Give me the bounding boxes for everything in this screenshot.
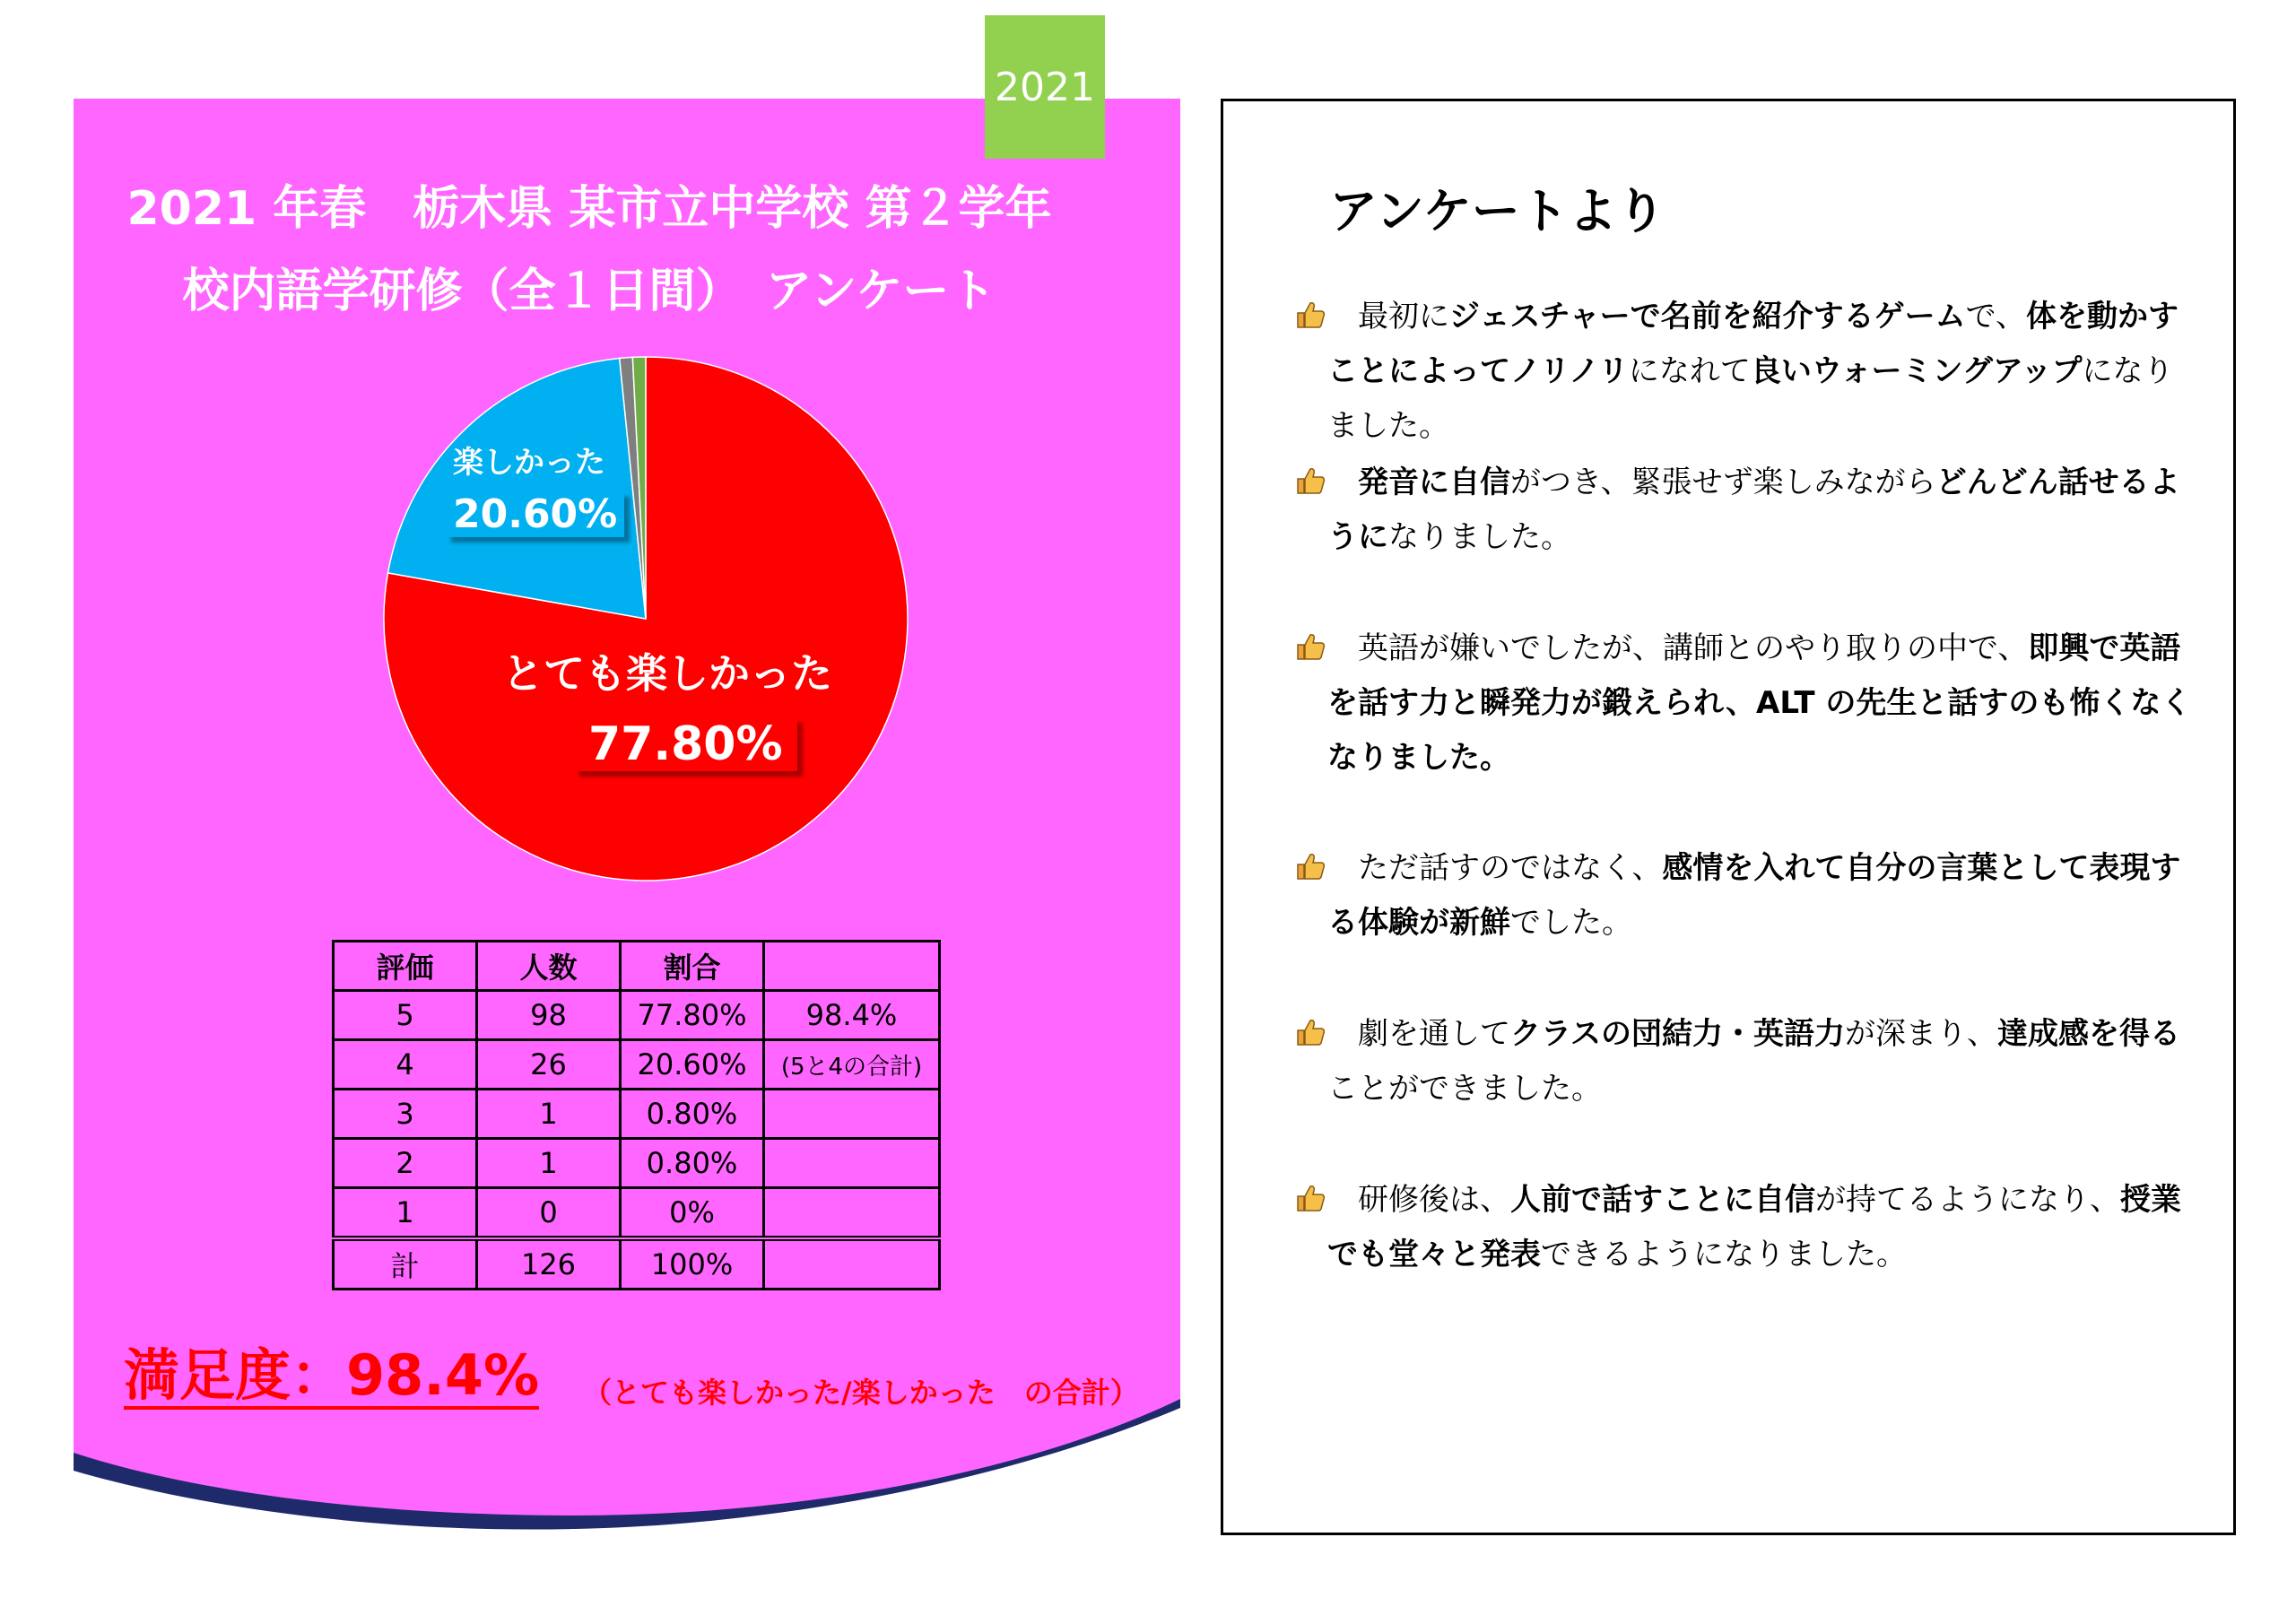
thumbs-up-icon <box>1295 1177 1326 1207</box>
header-extra <box>764 942 940 991</box>
cell-count: 0 <box>477 1188 621 1239</box>
cell-empty <box>764 1188 940 1239</box>
header-count: 人数 <box>477 942 621 991</box>
survey-panel <box>0 0 1184 1560</box>
comment-segment: でした。 <box>1510 905 1632 941</box>
survey-title-line1: 2021 年春 栃木県 某市立中学校 第２学年 <box>126 182 1052 236</box>
satisfaction-pie-chart <box>368 341 924 897</box>
survey-title-line2: 校内語学研修（全１日間） アンケート <box>182 265 996 318</box>
cell-count: 1 <box>477 1139 621 1188</box>
thumbs-up-icon <box>1295 1011 1326 1041</box>
comment-segment: で、 <box>1965 299 2026 334</box>
table-total-row <box>334 1238 940 1290</box>
comment-segment: なりました。 <box>1388 519 1571 555</box>
comment-item <box>1295 621 2192 786</box>
table-row <box>334 1040 940 1090</box>
comment-segment: が持てるようになり、 <box>1815 1182 2120 1218</box>
comment-segment: 感情を入れて自分の言葉として表現する体験が新鮮 <box>1327 850 2181 941</box>
comment-text <box>1295 456 2192 565</box>
cell-ratio: 0.80% <box>621 1139 764 1188</box>
comment-text <box>1295 1173 2192 1282</box>
cell-total-count: 126 <box>477 1238 621 1290</box>
satisfaction-score: 満足度：98.4% <box>124 1345 539 1410</box>
cell-rating: 3 <box>334 1090 477 1139</box>
comment-segment: できるようになりました。 <box>1541 1237 1907 1272</box>
table-row <box>334 1188 940 1239</box>
pie-label-very-fun: とても楽しかった <box>502 649 832 698</box>
cell-count: 98 <box>477 991 621 1040</box>
comment-segment: 発音に自信 <box>1358 465 1510 500</box>
comment-item <box>1295 1007 2192 1116</box>
comments-box <box>1221 99 2236 1535</box>
rating-table <box>332 940 941 1290</box>
year-tag: 2021 <box>985 15 1105 159</box>
comment-segment: ただ話すのではなく、 <box>1358 850 1663 886</box>
cell-empty <box>764 1238 940 1290</box>
pie-value-very-fun: 77.80% <box>574 717 797 771</box>
comment-segment: 体を動かすことによってノリノリ <box>1327 299 2179 389</box>
cell-rating: 5 <box>334 991 477 1040</box>
comment-item <box>1295 841 2192 951</box>
table-row <box>334 1090 940 1139</box>
comment-segment: 達成感を得る <box>1996 1016 2180 1052</box>
comment-item <box>1295 290 2192 454</box>
cell-total-label: 計 <box>334 1238 477 1290</box>
thumbs-up-icon <box>1295 625 1326 656</box>
pie-label-fun: 楽しかった <box>453 445 605 481</box>
comment-text <box>1295 1007 2192 1116</box>
table-row <box>334 1139 940 1188</box>
table-header-row <box>334 942 940 991</box>
comments-heading: アンケートより <box>1329 183 1665 239</box>
thumbs-up-icon <box>1295 459 1326 490</box>
cell-rating: 4 <box>334 1040 477 1090</box>
cell-empty <box>764 1139 940 1188</box>
cell-ratio: 20.60% <box>621 1040 764 1090</box>
cell-ratio: 0.80% <box>621 1090 764 1139</box>
table-row <box>334 991 940 1040</box>
cell-rating: 2 <box>334 1139 477 1188</box>
comment-segment: 劇を通して <box>1358 1016 1510 1052</box>
comment-segment: クラスの団結力・英語力 <box>1510 1016 1845 1052</box>
pie-slice-1 <box>388 358 646 619</box>
cell-empty <box>764 1090 940 1139</box>
pie-value-fun: 20.60% <box>446 491 624 537</box>
comment-segment: が深まり、 <box>1844 1016 1997 1052</box>
comment-segment: ことができました。 <box>1327 1071 1602 1107</box>
comment-segment: になりました。 <box>1327 353 2174 444</box>
thumbs-up-icon <box>1295 293 1326 324</box>
comment-segment: 即興で英語を話す力と瞬発力が鍛えられ、ALT の先生と話すのも怖くなくなりました。 <box>1327 630 2192 776</box>
cell-combined-note: (5と4の合計) <box>764 1040 940 1090</box>
cell-combined-value: 98.4% <box>764 991 940 1040</box>
comment-segment: 授業でも堂々と発表 <box>1327 1182 2181 1272</box>
cell-ratio: 0% <box>621 1188 764 1239</box>
comment-segment: がつき、緊張せず楽しみながら <box>1510 465 1936 500</box>
comment-segment: 最初に <box>1358 299 1449 334</box>
comment-segment: 良いウォーミングアップ <box>1750 353 2083 389</box>
header-rating: 評価 <box>334 942 477 991</box>
comment-text <box>1295 621 2192 786</box>
comment-segment: 英語が嫌いでしたが、講師とのやり取りの中で、 <box>1358 630 2029 666</box>
cell-count: 26 <box>477 1040 621 1090</box>
cell-total-ratio: 100% <box>621 1238 764 1290</box>
comment-segment: 研修後は、 <box>1358 1182 1510 1218</box>
comment-text <box>1295 290 2192 454</box>
comment-item <box>1295 456 2192 565</box>
cell-count: 1 <box>477 1090 621 1139</box>
comment-segment: どんどん話せるように <box>1327 465 2180 555</box>
satisfaction-note: （とても楽しかった/楽しかった の合計） <box>583 1376 1139 1410</box>
comment-segment: ジェスチャーで名前を紹介するゲーム <box>1449 299 1966 334</box>
cell-ratio: 77.80% <box>621 991 764 1040</box>
comment-segment: になれて <box>1628 353 1751 389</box>
thumbs-up-icon <box>1295 845 1326 875</box>
header-ratio: 割合 <box>621 942 764 991</box>
cell-rating: 1 <box>334 1188 477 1239</box>
comment-item <box>1295 1173 2192 1282</box>
comment-text <box>1295 841 2192 951</box>
comment-segment: 人前で話すことに自信 <box>1510 1182 1815 1218</box>
